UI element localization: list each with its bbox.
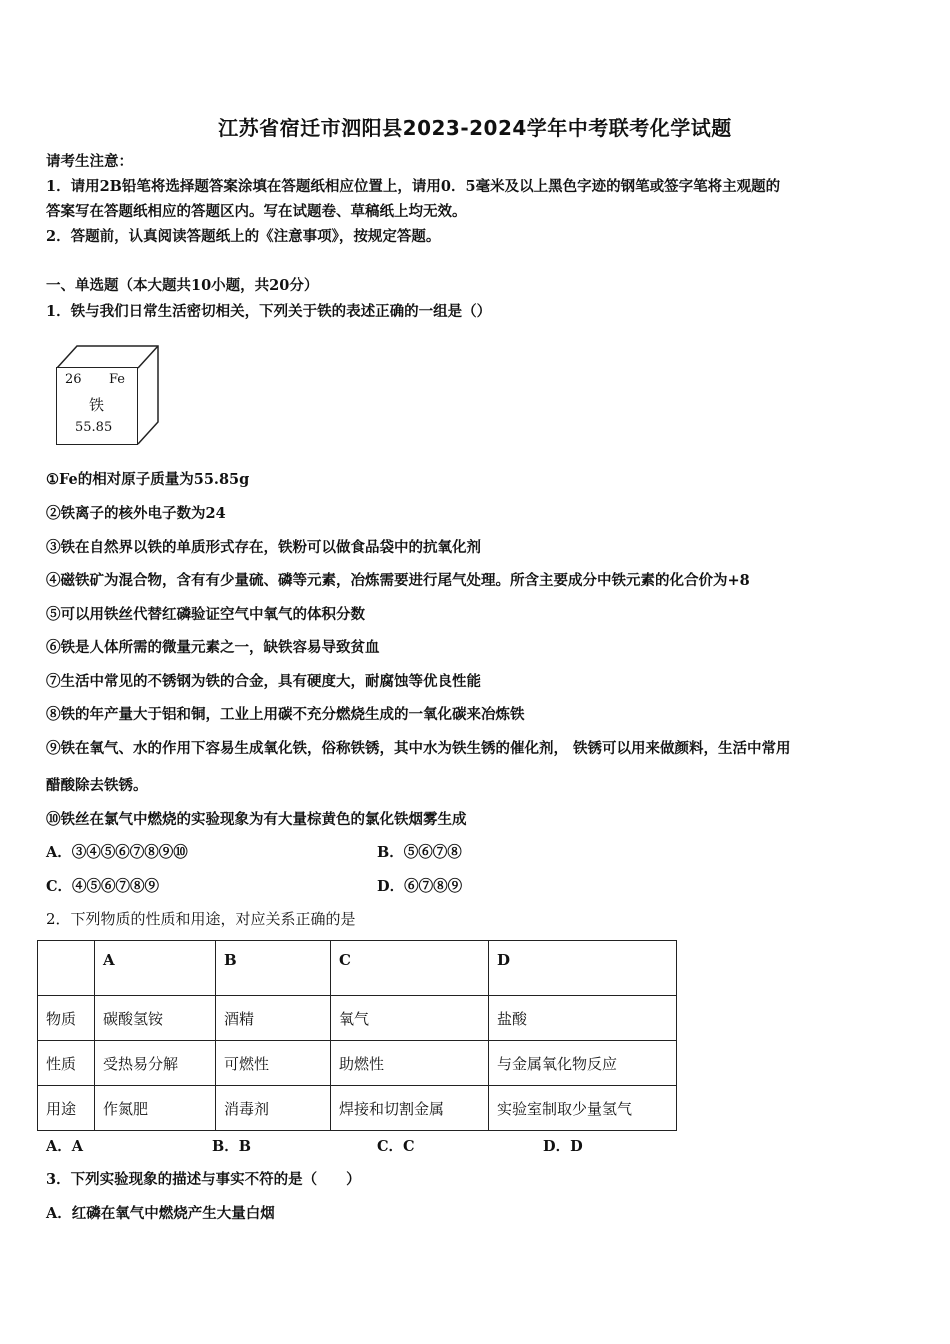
table-cell: 实验室制取少量氢气 <box>489 1086 677 1131</box>
table-cell: B <box>216 941 331 996</box>
question-2-stem: 2．下列物质的性质和用途，对应关系正确的是 <box>46 910 356 928</box>
table-row <box>38 1041 677 1086</box>
statement-6: ⑥铁是人体所需的微量元素之一，缺铁容易导致贫血 <box>46 639 380 656</box>
q2-option-a[interactable]: A．A <box>46 1138 84 1155</box>
table-cell: 用途 <box>38 1086 95 1131</box>
atomic-mass: 55.85 <box>75 420 113 435</box>
table-row <box>38 1086 677 1131</box>
table-cell: 性质 <box>38 1041 95 1086</box>
table-cell <box>38 941 95 996</box>
table-cell: A <box>95 941 216 996</box>
table-cell: 助燃性 <box>331 1041 489 1086</box>
atomic-number: 26 <box>65 372 82 387</box>
table-cell: 氧气 <box>331 996 489 1041</box>
question-1-stem: 1．铁与我们日常生活密切相关，下列关于铁的表述正确的一组是（） <box>46 303 492 320</box>
table-cell: C <box>331 941 489 996</box>
statement-8: ⑧铁的年产量大于铝和铜，工业上用碳不充分燃烧生成的一氧化碳来冶炼铁 <box>46 706 525 723</box>
notice-heading: 请考生注意： <box>46 153 133 170</box>
question-3-stem: 3．下列实验现象的描述与事实不符的是（ ） <box>46 1171 361 1188</box>
q2-table <box>37 940 677 1131</box>
table-cell: 作氮肥 <box>95 1086 216 1131</box>
statement-1: ①Fe的相对原子质量为55.85g <box>46 471 250 488</box>
q2-option-b[interactable]: B．B <box>212 1138 252 1155</box>
q3-option-a[interactable]: A．红磷在氧气中燃烧产生大量白烟 <box>46 1205 275 1222</box>
statement-9: ⑨铁在氧气、水的作用下容易生成氧化铁，俗称铁锈，其中水为铁生锈的催化剂， 铁锈可以用来做颜料，生活中常用 <box>46 740 791 757</box>
section-heading: 一、单选题（本大题共10小题，共20分） <box>46 277 319 294</box>
table-cell: 可燃性 <box>216 1041 331 1086</box>
q1-option-c[interactable]: C．④⑤⑥⑦⑧⑨ <box>46 878 160 895</box>
statement-3: ③铁在自然界以铁的单质形式存在，铁粉可以做食品袋中的抗氧化剂 <box>46 539 481 556</box>
q1-option-d[interactable]: D．⑥⑦⑧⑨ <box>377 878 463 895</box>
table-row <box>38 941 677 996</box>
table-cell: D <box>489 941 677 996</box>
statement-5: ⑤可以用铁丝代替红磷验证空气中氧气的体积分数 <box>46 606 365 623</box>
iron-element-cube <box>52 345 162 450</box>
table-row <box>38 996 677 1041</box>
q2-option-d[interactable]: D．D <box>543 1138 583 1155</box>
notice-line-1: 1．请用2B铅笔将选择题答案涂填在答题纸相应位置上，请用0．5毫米及以上黑色字迹的钢笔或签字笔将主观题的 <box>46 178 781 195</box>
statement-10: ⑩铁丝在氯气中燃烧的实验现象为有大量棕黄色的氯化铁烟雾生成 <box>46 811 467 828</box>
page-title: 江苏省宿迁市泗阳县2023-2024学年中考联考化学试题 <box>218 116 732 140</box>
table-cell: 碳酸氢铵 <box>95 996 216 1041</box>
table-cell: 盐酸 <box>489 996 677 1041</box>
q1-option-a[interactable]: A．③④⑤⑥⑦⑧⑨⑩ <box>46 844 188 861</box>
statement-2: ②铁离子的核外电子数为24 <box>46 505 226 522</box>
table-cell: 酒精 <box>216 996 331 1041</box>
notice-line-2: 2．答题前，认真阅读答题纸上的《注意事项》，按规定答题。 <box>46 228 441 245</box>
table-cell: 焊接和切割金属 <box>331 1086 489 1131</box>
element-name: 铁 <box>89 396 105 414</box>
notice-line-1b: 答案写在答题纸相应的答题区内。写在试题卷、草稿纸上均无效。 <box>46 203 467 220</box>
table-cell: 物质 <box>38 996 95 1041</box>
table-cell: 消毒剂 <box>216 1086 331 1131</box>
statement-7: ⑦生活中常见的不锈钢为铁的合金，具有硬度大，耐腐蚀等优良性能 <box>46 673 481 690</box>
element-symbol: Fe <box>109 372 126 387</box>
table-cell: 与金属氧化物反应 <box>489 1041 677 1086</box>
table-cell: 受热易分解 <box>95 1041 216 1086</box>
q2-option-c[interactable]: C．C <box>377 1138 415 1155</box>
statement-9-cont: 醋酸除去铁锈。 <box>46 777 148 794</box>
q1-option-b[interactable]: B．⑤⑥⑦⑧ <box>377 844 462 861</box>
statement-4: ④磁铁矿为混合物，含有有少量硫、磷等元素，冶炼需要进行尾气处理。所含主要成分中铁元素的化合价为+8 <box>46 572 750 589</box>
